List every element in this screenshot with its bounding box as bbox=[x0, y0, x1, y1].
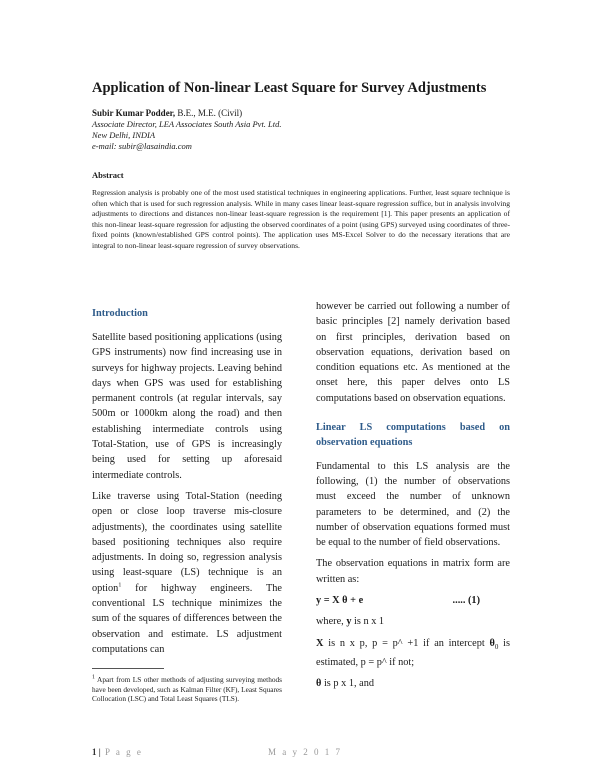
paper-title: Application of Non-linear Least Square for Survey Adjustments bbox=[92, 80, 487, 96]
footnote-divider bbox=[92, 668, 164, 669]
equation-expression: y = X θ + e bbox=[316, 595, 364, 607]
where-text: where, bbox=[316, 616, 347, 628]
footnote-ref: 1 bbox=[118, 582, 122, 589]
footer-date: M a y 2 0 1 7 bbox=[268, 747, 342, 757]
fundamentals-paragraph: Fundamental to this LS analysis are the following, (1) the number of observations must exceed the number of unknown parameters to be determined, and (2) the number of observation equations formed must be equal to the number of field observations. bbox=[316, 460, 510, 549]
author-degrees: B.E., M.E. (Civil) bbox=[177, 108, 243, 118]
footnote bbox=[92, 675, 282, 704]
theta0-symbol: θ bbox=[489, 637, 495, 649]
introduction-heading: Introduction bbox=[92, 308, 148, 319]
x-definition bbox=[316, 636, 510, 671]
theta0-subscript: 0 bbox=[494, 642, 499, 651]
theta-definition bbox=[316, 676, 510, 691]
affiliation-line: New Delhi, INDIA bbox=[92, 130, 156, 140]
where-dim: is n x 1 bbox=[351, 616, 385, 628]
intro-paragraph-2-a: Like traverse using Total-Station (needing open or close loop traverse mis-closure adjustments), the coordinates using satellite based positioning techniques also require adjustments. In doing so, regression analysis using least-square (LS) technique is an option bbox=[92, 490, 282, 594]
where-line bbox=[316, 614, 510, 629]
footnote-mark: 1 bbox=[92, 674, 95, 681]
abstract-heading: Abstract bbox=[92, 170, 124, 180]
theta-symbol: θ bbox=[316, 678, 322, 690]
page-footer bbox=[92, 747, 143, 757]
intro-paragraph-1: Satellite based positioning applications (using GPS instruments) now find increasing use in surveys for highway projects. Leaving behind days when GPS was used for establishing permanent controls (at regular intervals, say 500m or 1000km along the road) and then establishing intermediate controls using Total-Station, use of GPS is increasingly being used for setting up aforesaid intermediate controls. bbox=[92, 332, 282, 481]
column-left bbox=[92, 308, 282, 663]
affiliation-email: e-mail: subir@lasaindia.com bbox=[92, 141, 192, 151]
linear-ls-heading: Linear LS computations based on observation equations bbox=[316, 422, 510, 449]
footnote-text: Apart from LS other methods of adjusting surveying methods have been developed, such as Kalman Filter (KF), Least Squares Collocation (LSC) and Total Least Squares (TLS). bbox=[92, 675, 282, 703]
theta-definition-text: is p x 1, and bbox=[321, 678, 375, 690]
affiliation bbox=[92, 119, 392, 152]
matrix-form-paragraph: The observation equations in matrix form are written as: bbox=[316, 558, 510, 585]
equation-number: ..... (1) bbox=[452, 595, 480, 607]
x-definition-a: is n x p, p = p^ +1 if an intercept bbox=[323, 637, 490, 649]
author-name: Subir Kumar Podder, bbox=[92, 108, 176, 118]
author-line bbox=[92, 107, 242, 119]
affiliation-line: Associate Director, LEA Associates South Asia Pvt. Ltd. bbox=[92, 119, 282, 129]
equation-1 bbox=[316, 593, 510, 608]
intro-paragraph-2 bbox=[92, 489, 282, 657]
x-definition-b: is estimated, p = p^ if not; bbox=[316, 637, 510, 668]
where-y: y bbox=[346, 616, 352, 628]
abstract-text: Regression analysis is probably one of the most used statistical techniques in engineering applications. Further, least square technique is often which that is used for such regression analysis. While in many cases linear least-square regression suffice, but in analysis involving adjustments to directions and distances non-linear least-square regression is the requirement [1]. This paper presents an application of this non-linear least-square regression for adjusting the observed coordinates of a point (using GPS) surveyed using coordinates of three-fixed points (known/established GPS control points). The application uses MS-Excel Solver to do the necessary iterations that are integral to non-linear least-square regression of survey observations. bbox=[92, 188, 510, 250]
page-number: 1 | bbox=[92, 747, 101, 757]
page-word: P a g e bbox=[100, 747, 143, 757]
continuation-paragraph: however be carried out following a number of basic principles [2] namely derivation based on first principles, derivation based on observation equations, derivation based on condition equations etc. As mentioned at the onset here, this paper delves onto LS computations based on observation equations. bbox=[316, 301, 510, 404]
x-symbol: X bbox=[316, 637, 324, 649]
intro-paragraph-2-b: for highway engineers. The conventional LS technique minimizes the sum of the squares of differences between the observation and estimate. LS adjustment computations can bbox=[92, 582, 282, 655]
column-right bbox=[316, 299, 510, 698]
